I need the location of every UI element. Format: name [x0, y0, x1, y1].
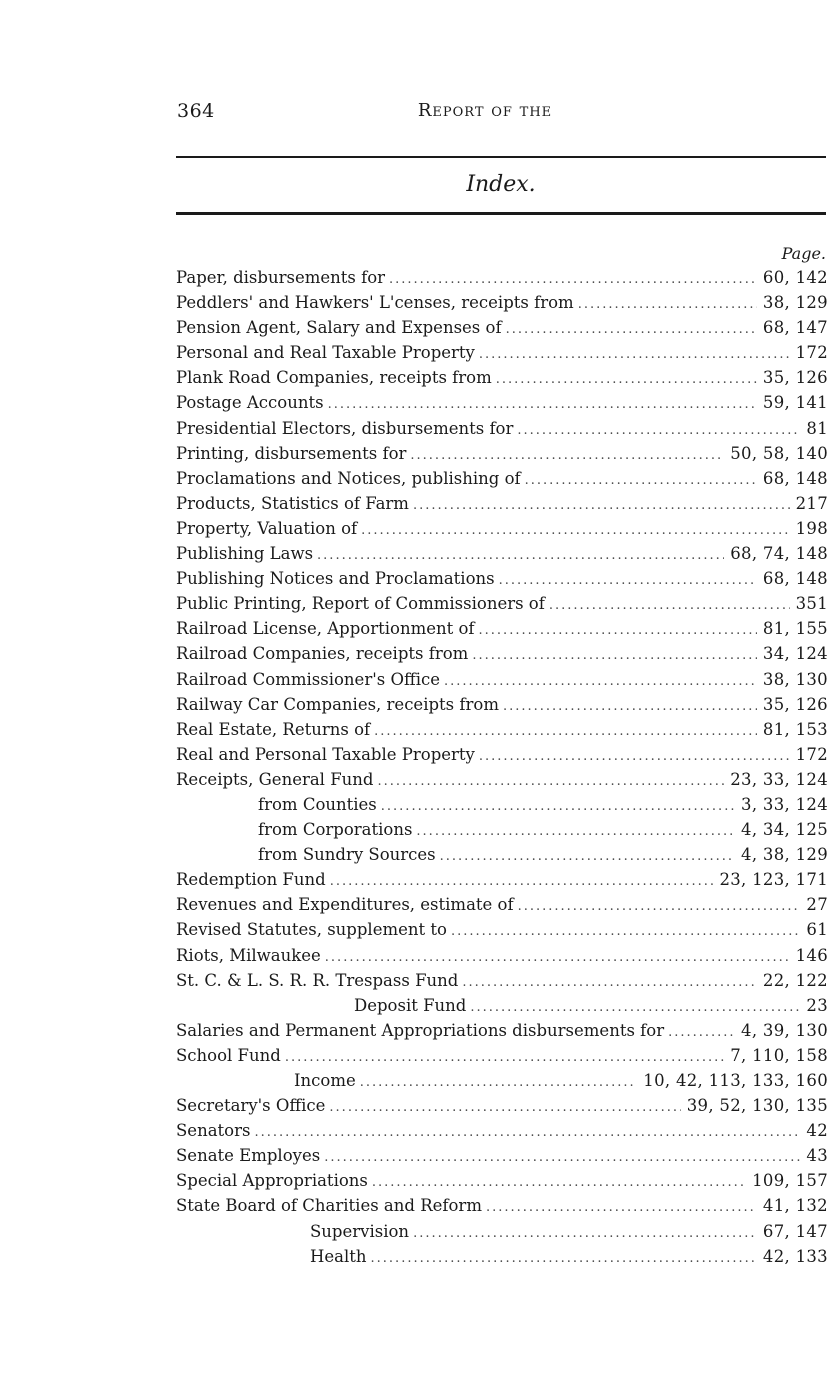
- index-entry: [176, 393, 828, 418]
- index-title: Index.: [466, 172, 536, 197]
- dot-leader: [371, 1251, 757, 1266]
- index-entry: [176, 419, 828, 444]
- entry-pages: 50, 58, 140: [730, 443, 828, 463]
- dot-leader: [377, 774, 724, 789]
- entry-label: Revised Statutes, supplement to: [176, 920, 447, 940]
- entry-pages: 35, 126: [762, 368, 828, 388]
- entry-pages: 146: [795, 945, 828, 965]
- dot-leader: [372, 1175, 746, 1190]
- entry-label: Presidential Electors, disbursements for: [176, 418, 514, 438]
- index-entry: [176, 695, 828, 720]
- entry-pages: 68, 148: [762, 569, 828, 589]
- entry-label: Products, Statistics of Farm: [176, 493, 409, 513]
- index-entry: [176, 268, 828, 293]
- entry-label: Real and Personal Taxable Property: [176, 744, 475, 764]
- index-entry: [176, 293, 828, 318]
- entry-label: Senate Employes: [176, 1146, 321, 1166]
- entry-pages: 351: [795, 594, 828, 614]
- entry-pages: 3, 33, 124: [741, 794, 828, 814]
- entry-label: Personal and Real Taxable Property: [176, 343, 475, 363]
- dot-leader: [470, 1000, 800, 1015]
- dot-leader: [329, 1100, 680, 1115]
- entry-pages: 4, 38, 129: [741, 845, 828, 865]
- entry-pages: 43: [806, 1146, 828, 1166]
- index-entry: [176, 644, 828, 669]
- entry-pages: 34, 124: [762, 644, 828, 664]
- entry-label: Revenues and Expenditures, estimate of: [176, 895, 514, 915]
- dot-leader: [410, 448, 724, 463]
- index-entry: [176, 469, 828, 494]
- entry-pages: 68, 148: [762, 468, 828, 488]
- entry-pages: 4, 34, 125: [741, 820, 828, 840]
- entry-pages: 68, 147: [762, 318, 828, 338]
- index-entry: [176, 1146, 828, 1171]
- dot-leader: [499, 573, 757, 588]
- index-entry: [176, 494, 828, 519]
- entry-pages: 81, 155: [762, 619, 828, 639]
- dot-leader: [330, 874, 714, 889]
- top-rule: [176, 156, 826, 158]
- dot-leader: [285, 1050, 724, 1065]
- index-entry: [176, 1121, 828, 1146]
- dot-leader: [317, 548, 724, 563]
- index-entry: [176, 670, 828, 695]
- entry-pages: 35, 126: [762, 694, 828, 714]
- entry-label: Special Appropriations: [176, 1171, 368, 1191]
- dot-leader: [325, 950, 790, 965]
- entry-label: from Corporations: [258, 820, 413, 840]
- entry-pages: 172: [795, 744, 828, 764]
- entry-label: Publishing Laws: [176, 544, 314, 564]
- index-entry: [176, 1196, 828, 1221]
- index-entry: [176, 594, 828, 619]
- entry-pages: 198: [795, 518, 828, 538]
- dot-leader: [254, 1125, 800, 1140]
- entry-pages: 81, 153: [762, 719, 828, 739]
- dot-leader: [413, 1226, 757, 1241]
- dot-leader: [374, 724, 757, 739]
- index-subentry: [176, 996, 828, 1021]
- dot-leader: [361, 523, 789, 538]
- entry-pages: 23: [806, 995, 828, 1015]
- entry-label: School Fund: [176, 1045, 281, 1065]
- entry-label: from Sundry Sources: [258, 845, 436, 865]
- dot-leader: [668, 1025, 735, 1040]
- dot-leader: [381, 799, 735, 814]
- entry-pages: 4, 39, 130: [741, 1020, 828, 1040]
- index-entry: [176, 971, 828, 996]
- index-subentry: [176, 845, 828, 870]
- index-subentry: [176, 820, 828, 845]
- entry-label: Proclamations and Notices, publishing of: [176, 468, 521, 488]
- index-entry: [176, 544, 828, 569]
- dot-leader: [479, 623, 757, 638]
- dot-leader: [486, 1200, 757, 1215]
- index-subentry: [176, 1247, 828, 1272]
- index-entry: [176, 1046, 828, 1071]
- page-column-heading: Page.: [781, 244, 826, 263]
- entry-pages: 27: [806, 895, 828, 915]
- entry-pages: 42: [806, 1121, 828, 1141]
- dot-leader: [578, 297, 757, 312]
- entry-pages: 60, 142: [762, 268, 828, 287]
- entry-pages: 81: [806, 418, 828, 438]
- entry-label: Railroad Commissioner's Office: [176, 669, 440, 689]
- entry-pages: 61: [806, 920, 828, 940]
- dot-leader: [328, 397, 757, 412]
- index-entry: [176, 946, 828, 971]
- entry-label: Public Printing, Report of Commissioners of: [176, 594, 545, 614]
- entry-label: Riots, Milwaukee: [176, 945, 321, 965]
- entry-pages: 7, 110, 158: [730, 1045, 828, 1065]
- index-entries: [176, 268, 828, 1272]
- index-entry: [176, 444, 828, 469]
- entry-pages: 109, 157: [752, 1171, 828, 1191]
- index-subentry: [176, 1071, 828, 1096]
- entry-label: Postage Accounts: [176, 393, 324, 413]
- index-entry: [176, 1021, 828, 1046]
- entry-label: Deposit Fund: [354, 995, 467, 1015]
- index-entry: [176, 569, 828, 594]
- entry-label: Income: [294, 1071, 356, 1090]
- index-entry: [176, 318, 828, 343]
- entry-pages: 38, 129: [762, 293, 828, 313]
- entry-label: Property, Valuation of: [176, 518, 358, 538]
- dot-leader: [451, 924, 800, 939]
- dot-leader: [503, 699, 757, 714]
- entry-label: Supervision: [310, 1221, 410, 1241]
- entry-pages: 23, 33, 124: [730, 769, 828, 789]
- entry-label: Health: [310, 1246, 367, 1266]
- entry-pages: 10, 42, 113, 133, 160: [643, 1071, 828, 1090]
- dot-leader: [549, 598, 790, 613]
- index-subentry: [176, 795, 828, 820]
- index-entry: [176, 870, 828, 895]
- index-entry: [176, 368, 828, 393]
- entry-pages: 39, 52, 130, 135: [686, 1096, 828, 1116]
- entry-pages: 68, 74, 148: [730, 544, 828, 564]
- dot-leader: [413, 498, 790, 513]
- index-subentry: [176, 1222, 828, 1247]
- index-entry: [176, 1096, 828, 1121]
- dot-leader: [479, 347, 790, 362]
- dot-leader: [496, 372, 757, 387]
- entry-label: Railroad License, Apportionment of: [176, 619, 475, 639]
- entry-pages: 59, 141: [762, 393, 828, 413]
- dot-leader: [360, 1075, 638, 1090]
- index-entry: [176, 1171, 828, 1196]
- dot-leader: [472, 648, 757, 663]
- entry-pages: 22, 122: [762, 970, 828, 990]
- index-entry: [176, 895, 828, 920]
- index-entry: [176, 745, 828, 770]
- index-entry: [176, 519, 828, 544]
- entry-pages: 41, 132: [762, 1196, 828, 1216]
- entry-pages: 38, 130: [762, 669, 828, 689]
- running-head: Report of the: [417, 100, 553, 121]
- dot-leader: [479, 749, 790, 764]
- index-entry: [176, 770, 828, 795]
- dot-leader: [444, 674, 757, 689]
- entry-label: State Board of Charities and Reform: [176, 1196, 482, 1216]
- dot-leader: [440, 849, 735, 864]
- entry-label: Printing, disbursements for: [176, 443, 407, 463]
- entry-label: Secretary's Office: [176, 1096, 326, 1116]
- index-entry: [176, 720, 828, 745]
- dot-leader: [416, 824, 735, 839]
- entry-pages: 42, 133: [762, 1246, 828, 1266]
- dot-leader: [518, 899, 801, 914]
- index-entry: [176, 619, 828, 644]
- entry-label: Publishing Notices and Proclamations: [176, 569, 495, 589]
- page-number: 364: [177, 100, 215, 122]
- dot-leader: [462, 975, 757, 990]
- entry-pages: 67, 147: [762, 1221, 828, 1241]
- dot-leader: [389, 272, 757, 287]
- dot-leader: [506, 322, 757, 337]
- entry-label: Redemption Fund: [176, 870, 326, 890]
- entry-pages: 23, 123, 171: [719, 870, 828, 890]
- entry-label: Receipts, General Fund: [176, 769, 374, 789]
- entry-label: Plank Road Companies, receipts from: [176, 368, 492, 388]
- index-entry: [176, 343, 828, 368]
- entry-pages: 172: [795, 343, 828, 363]
- bottom-rule: [176, 212, 826, 215]
- entry-label: Railroad Companies, receipts from: [176, 644, 469, 664]
- entry-label: Pension Agent, Salary and Expenses of: [176, 318, 502, 338]
- entry-label: Real Estate, Returns of: [176, 719, 371, 739]
- entry-label: from Counties: [258, 794, 377, 814]
- index-entry: [176, 920, 828, 945]
- entry-label: Paper, disbursements for: [176, 268, 386, 287]
- entry-label: Salaries and Permanent Appropriations disbursements for: [176, 1020, 665, 1040]
- dot-leader: [525, 473, 757, 488]
- entry-pages: 217: [795, 493, 828, 513]
- dot-leader: [517, 423, 800, 438]
- entry-label: St. C. & L. S. R. R. Trespass Fund: [176, 970, 459, 990]
- entry-label: Railway Car Companies, receipts from: [176, 694, 499, 714]
- entry-label: Senators: [176, 1121, 251, 1141]
- entry-label: Peddlers' and Hawkers' L'censes, receipts from: [176, 293, 574, 313]
- dot-leader: [324, 1150, 800, 1165]
